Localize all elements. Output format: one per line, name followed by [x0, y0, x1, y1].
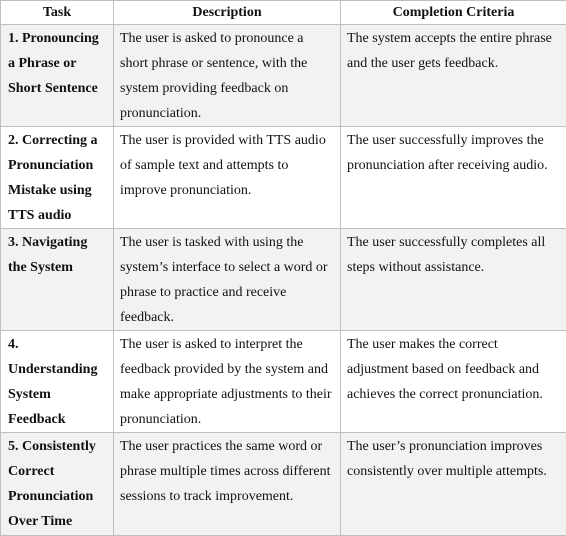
task-cell: 4. Understanding System Feedback	[1, 331, 114, 433]
table-row	[1, 25, 566, 127]
task-cell: 2. Correcting a Pronunciation Mistake using TTS audio	[1, 127, 114, 229]
description-cell: The user is tasked with using the system’s interface to select a word or phrase to practice and receive feedback.	[114, 229, 341, 331]
description-cell: The user is provided with TTS audio of sample text and attempts to improve pronunciation.	[114, 127, 341, 229]
header-description: Description	[114, 1, 341, 25]
task-cell: 3. Navigating the System	[1, 229, 114, 331]
criteria-cell: The user’s pronunciation improves consistently over multiple attempts.	[341, 433, 566, 536]
header-completion-criteria: Completion Criteria	[341, 1, 566, 25]
description-cell: The user is asked to pronounce a short phrase or sentence, with the system providing feedback on pronunciation.	[114, 25, 341, 127]
criteria-cell: The user successfully improves the pronunciation after receiving audio.	[341, 127, 566, 229]
description-cell: The user is asked to interpret the feedback provided by the system and make appropriate adjustments to their pronunciation.	[114, 331, 341, 433]
header-task: Task	[1, 1, 114, 25]
criteria-cell: The system accepts the entire phrase and the user gets feedback.	[341, 25, 566, 127]
table-row	[1, 127, 566, 229]
criteria-cell: The user successfully completes all steps without assistance.	[341, 229, 566, 331]
table-header-row	[1, 1, 566, 25]
task-cell: 5. Consistently Correct Pronunciation Over Time	[1, 433, 114, 536]
criteria-cell: The user makes the correct adjustment based on feedback and achieves the correct pronunciation.	[341, 331, 566, 433]
task-cell: 1. Pronouncing a Phrase or Short Sentence	[1, 25, 114, 127]
table-row	[1, 331, 566, 433]
description-cell: The user practices the same word or phrase multiple times across different sessions to track improvement.	[114, 433, 341, 536]
table-row	[1, 433, 566, 536]
table-row	[1, 229, 566, 331]
